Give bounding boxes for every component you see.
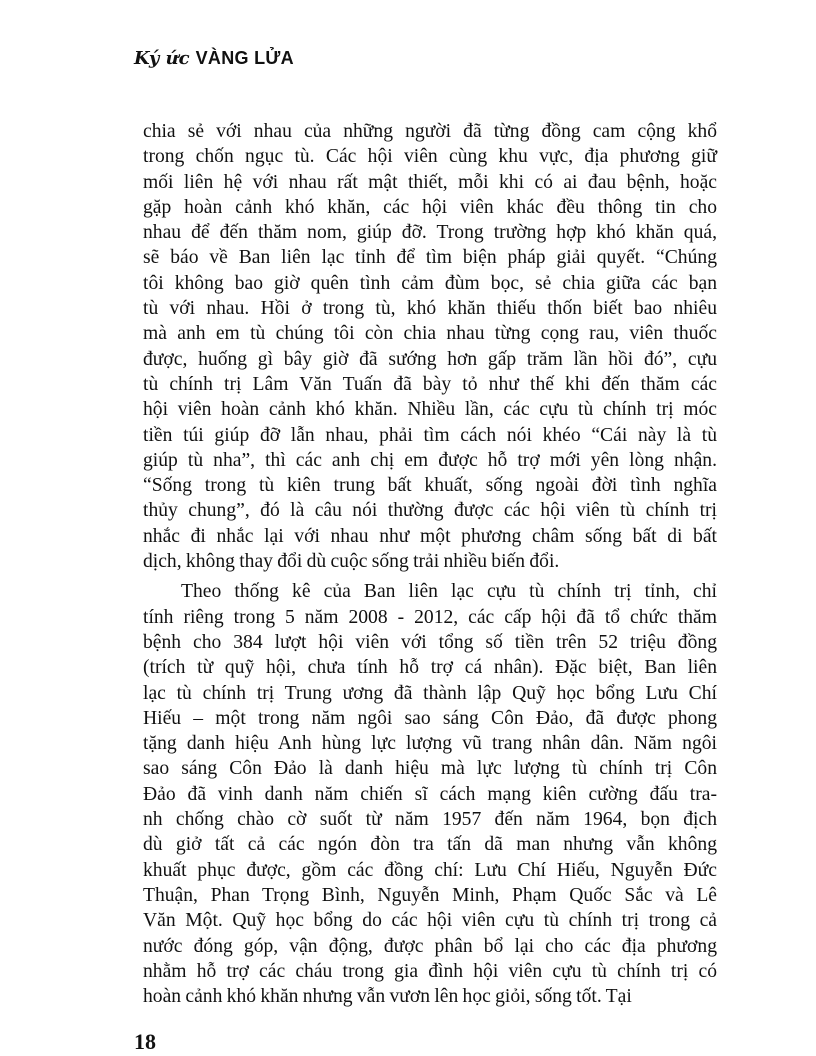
text-line: Văn Một. Quỹ học bổng do các hội viên cựu tù chính trị trong cả [143, 910, 717, 932]
text-line: Hiếu – một trong năm ngôi sao sáng Côn Đảo, đã được phong [143, 707, 717, 729]
text-line: tính riêng trong 5 năm 2008 - 2012, các cấp hội đã tổ chức thăm [143, 606, 717, 628]
text-line: chia sẻ với nhau của những người đã từng đồng cam cộng khổ [143, 121, 717, 142]
text-line: (trích từ quỹ hội, chưa tính hỗ trợ cá nhân). Đặc biệt, Ban liên [143, 657, 717, 679]
text-line: trong chốn ngục tù. Các hội viên cùng khu vực, địa phương giữ [143, 146, 717, 168]
text-line: bệnh cho 384 lượt hội viên với tổng số tiền trên 52 triệu đồng [143, 631, 717, 653]
text-line: gặp hoàn cảnh khó khăn, các hội viên khác đều thông tin cho [143, 196, 717, 218]
text-line: thủy chung”, đó là câu nói thường được các hội viên tù chính trị [143, 500, 717, 522]
text-line: tặng danh hiệu Anh hùng lực lượng vũ trang nhân dân. Năm ngôi [143, 733, 717, 755]
text-line: tôi không bao giờ quên tình cảm đùm bọc, sẻ chia giữa các bạn [143, 272, 717, 294]
text-line: hoàn cảnh khó khăn nhưng vẫn vươn lên học giỏi, sống tốt. Tại [143, 986, 632, 1008]
text-line: khuất phục được, gồm các đồng chí: Lưu Chí Hiếu, Nguyễn Đức [143, 859, 717, 881]
text-line: nhằm hỗ trợ các cháu trong gia đình hội viên cựu tù chính trị có [143, 960, 717, 982]
text-line: nhau để đến thăm nom, giúp đỡ. Trong trường hợp khó khăn quá, [143, 222, 717, 244]
header-title: VÀNG LỬA [195, 48, 294, 68]
page-number: 18 [134, 1029, 156, 1054]
text-line: giúp tù nha”, thì các anh chị em được hỗ trợ mới yên lòng nhận. [143, 449, 717, 471]
text-line: sẽ báo về Ban liên lạc tỉnh để tìm biện pháp giải quyết. “Chúng [143, 247, 717, 269]
body-text [143, 119, 717, 1009]
text-line: dù giở tất cả các ngón đòn tra tấn dã man nhưng vẫn không [143, 834, 717, 856]
paragraph [143, 119, 717, 574]
text-line: được, huống gì bây giờ đã sướng hơn gấp trăm lần hồi đó”, cựu [143, 348, 717, 370]
text-line: lạc tù chính trị Trung ương đã thành lập Quỹ học bổng Lưu Chí [143, 682, 717, 704]
text-line: nhắc đi nhắc lại với nhau như một phương châm sống bất di bất [143, 525, 717, 547]
text-line: Đảo đã vinh danh năm chiến sĩ cách mạng kiên cường đấu tra- [143, 783, 717, 805]
text-line: mà anh em tù chúng tôi còn chia nhau từng cọng rau, viên thuốc [143, 323, 717, 345]
text-line: tù với nhau. Hồi ở trong tù, khó khăn thiếu thốn biết bao nhiêu [143, 298, 717, 320]
text-line: nh chống chào cờ suốt từ năm 1957 đến năm 1964, bọn địch [143, 809, 717, 831]
header-script-text: Ký ức [134, 48, 190, 69]
paragraph [143, 579, 717, 1009]
text-line: dịch, không thay đổi dù cuộc sống trải nhiều biến đổi. [143, 551, 560, 573]
text-line: Thuận, Phan Trọng Bình, Nguyễn Minh, Phạm Quốc Sắc và Lê [143, 884, 717, 906]
text-line: hội viên hoàn cảnh khó khăn. Nhiều lần, các cựu tù chính trị móc [143, 399, 717, 421]
text-line: nước đóng góp, vận động, được phân bổ lại cho các địa phương [143, 935, 717, 957]
text-line: tiền túi giúp đỡ lẫn nhau, phải tìm cách nói khéo “Cái này là tù [143, 424, 717, 446]
text-line: “Sống trong tù kiên trung bất khuất, sống ngoài đời tình nghĩa [143, 475, 717, 497]
text-line: mối liên hệ với nhau rất mật thiết, mỗi khi có ai đau bệnh, hoặc [143, 171, 717, 193]
running-header [134, 48, 294, 69]
text-line: sao sáng Côn Đảo là danh hiệu mà lực lượng tù chính trị Côn [143, 758, 717, 780]
text-line: tù chính trị Lâm Văn Tuấn đã bày tỏ như thế khi đến thăm các [143, 373, 717, 395]
text-line: Theo thống kê của Ban liên lạc cựu tù chính trị tỉnh, chỉ [181, 581, 717, 603]
